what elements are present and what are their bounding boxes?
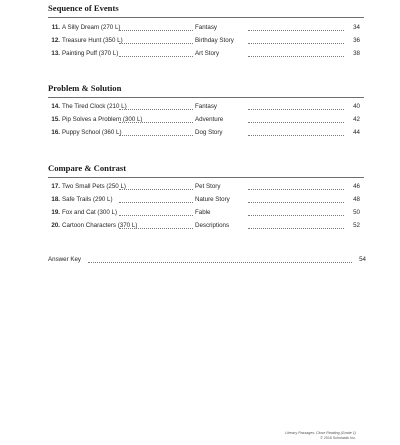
entry-title: The Tired Clock (210 L) <box>62 103 127 110</box>
entry-page-number: 44 <box>353 129 360 136</box>
dot-leader <box>119 122 193 123</box>
dot-leader <box>119 43 193 44</box>
entry-number: 16. <box>51 129 60 136</box>
section-divider <box>48 177 364 178</box>
dot-leader <box>119 135 193 136</box>
entry-page-number: 36 <box>353 37 360 44</box>
entry-page-number: 38 <box>353 50 360 57</box>
entry-number: 17. <box>51 183 60 190</box>
dot-leader <box>119 189 193 190</box>
entry-page-number: 34 <box>353 24 360 31</box>
entry-title: Fox and Cat (300 L) <box>62 209 118 216</box>
dot-leader <box>119 228 193 229</box>
section-title-compare-contrast: Compare & Contrast <box>48 163 127 173</box>
entry-number: 12. <box>51 37 60 44</box>
dot-leader <box>119 215 193 216</box>
entry-title: Cartoon Characters (370 L) <box>62 222 138 229</box>
entry-page-number: 52 <box>353 222 360 229</box>
toc-entry[interactable] <box>0 129 400 139</box>
entry-page-number: 54 <box>359 256 366 263</box>
toc-entry[interactable] <box>0 24 400 34</box>
section-divider <box>48 97 364 98</box>
entry-title: Puppy School (360 L) <box>62 129 122 136</box>
entry-title: A Silly Dream (270 L) <box>62 24 121 31</box>
entry-genre: Dog Story <box>195 129 223 136</box>
dot-leader <box>119 30 193 31</box>
toc-entry[interactable] <box>0 222 400 232</box>
toc-entry[interactable] <box>0 116 400 126</box>
toc-entry[interactable] <box>0 37 400 47</box>
page-footer <box>285 431 356 440</box>
dot-leader <box>248 109 344 110</box>
toc-entry[interactable] <box>0 209 400 219</box>
entry-page-number: 40 <box>353 103 360 110</box>
dot-leader <box>248 228 344 229</box>
dot-leader <box>248 30 344 31</box>
entry-genre: Art Story <box>195 50 220 57</box>
toc-entry-answer-key[interactable] <box>48 256 368 266</box>
entry-genre: Fable <box>195 209 211 216</box>
entry-page-number: 42 <box>353 116 360 123</box>
dot-leader <box>248 215 344 216</box>
dot-leader <box>248 43 344 44</box>
entry-number: 13. <box>51 50 60 57</box>
dot-leader <box>88 262 352 263</box>
section-title-sequence-of-events: Sequence of Events <box>48 3 119 13</box>
entry-page-number: 48 <box>353 196 360 203</box>
toc-entry[interactable] <box>0 103 400 113</box>
dot-leader <box>248 56 344 57</box>
dot-leader <box>119 202 193 203</box>
entry-title: Two Small Pets (250 L) <box>62 183 126 190</box>
entry-number: 14. <box>51 103 60 110</box>
entry-number: 18. <box>51 196 60 203</box>
entry-number: 19. <box>51 209 60 216</box>
dot-leader <box>119 109 193 110</box>
entry-genre: Fantasy <box>195 103 218 110</box>
section-divider <box>48 17 364 18</box>
entry-genre: Fantasy <box>195 24 218 31</box>
entry-title: Safe Trails (290 L) <box>62 196 113 203</box>
entry-number: 11. <box>51 24 60 31</box>
entry-number: 15. <box>51 116 60 123</box>
footer-book-title: Literary Passages: Close Reading (Grade 1) <box>285 431 356 435</box>
entry-title: Painting Puff (370 L) <box>62 50 119 57</box>
entry-genre: Nature Story <box>195 196 230 203</box>
section-title-problem-solution: Problem & Solution <box>48 83 122 93</box>
entry-genre: Pet Story <box>195 183 221 190</box>
entry-genre: Birthday Story <box>195 37 234 44</box>
toc-entry[interactable] <box>0 50 400 60</box>
dot-leader <box>248 189 344 190</box>
dot-leader <box>248 122 344 123</box>
dot-leader <box>248 135 344 136</box>
dot-leader <box>119 56 193 57</box>
entry-page-number: 46 <box>353 183 360 190</box>
entry-genre: Adventure <box>195 116 224 123</box>
dot-leader <box>248 202 344 203</box>
entry-title: Treasure Hunt (350 L) <box>62 37 123 44</box>
entry-genre: Descriptions <box>195 222 230 229</box>
entry-number: 20. <box>51 222 60 229</box>
answer-key-label: Answer Key <box>48 256 82 263</box>
entry-title: Pip Solves a Problem (300 L) <box>62 116 143 123</box>
entry-page-number: 50 <box>353 209 360 216</box>
toc-entry[interactable] <box>0 196 400 206</box>
toc-entry[interactable] <box>0 183 400 193</box>
footer-copyright: © 2016 Scholastic Inc. <box>320 435 356 440</box>
